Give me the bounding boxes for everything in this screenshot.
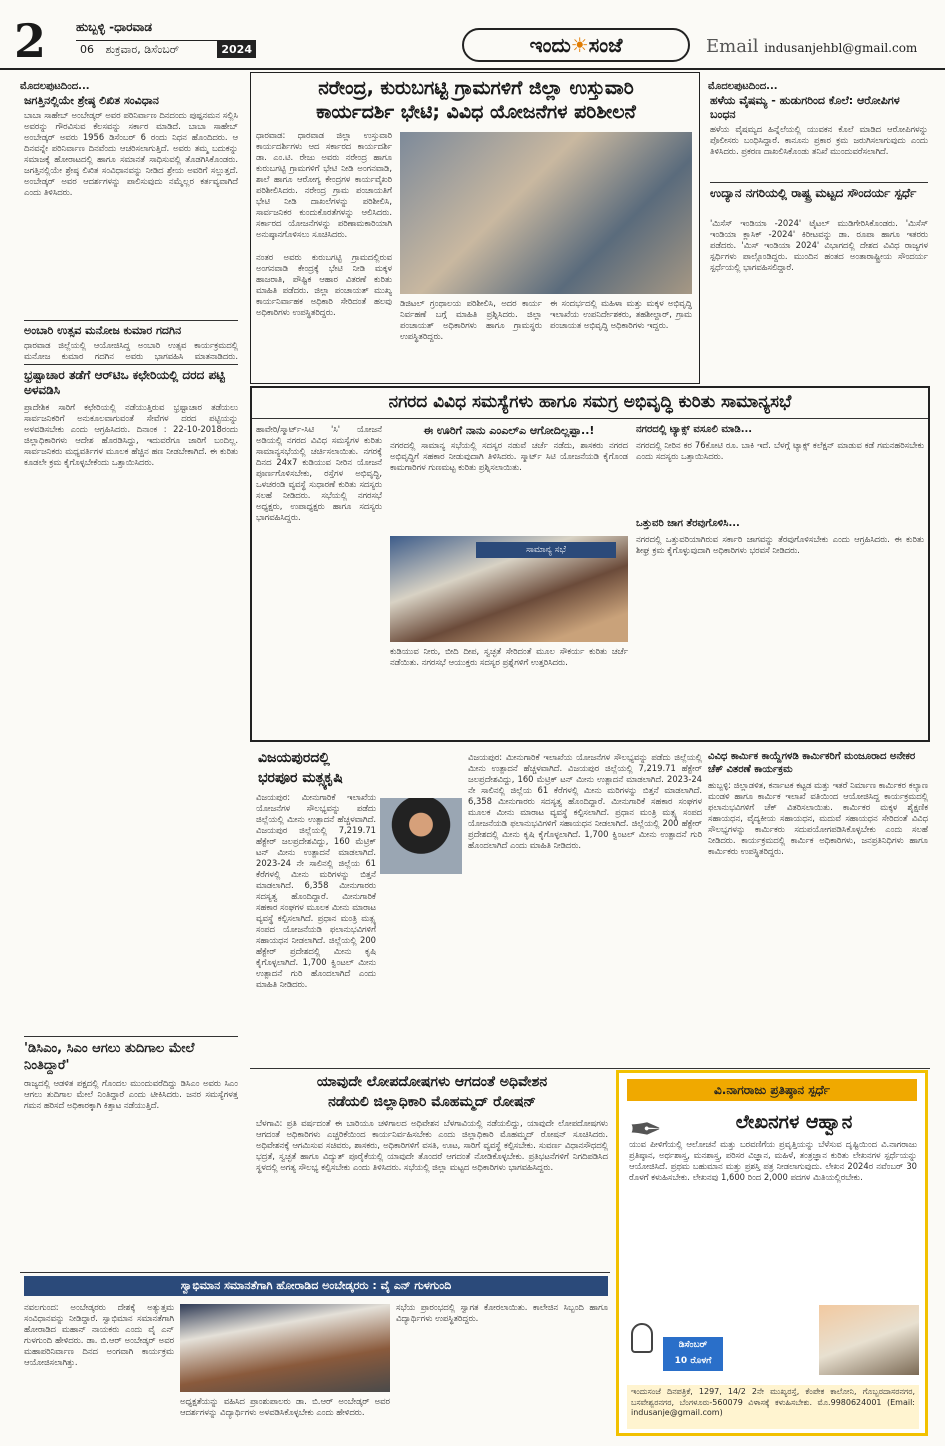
section-label: ಮೊದಲಪುಟದಿಂದ... [708, 81, 778, 92]
center-feature-right-text-2: ನಗರದಲ್ಲಿ ಒತ್ತುವರಿಯಾಗಿರುವ ಸರ್ಕಾರಿ ಜಾಗವನ್ನು ತೆರವುಗೊಳಿಸಬೇಕು ಎಂದು ಆಗ್ರಹಿಸಿದರು. ಈ ಕುರಿತು ಶೀಘ್ರ ಕ್ರಮ ಕೈಗೊಳ್ಳುವುದಾಗಿ ಅಧಿಕಾರಿಗಳು ಭರವಸೆ ನೀಡಿದರು. [636, 534, 924, 555]
center-feature-subheadline: ಈ ಊರಿಗೆ ನಾನು ಎಂಎಲ್‌ಎ ಆಗೋದಿಲ್ಲಪ್ಪಾ..! [423, 424, 595, 437]
divider [20, 1272, 610, 1273]
left-article-4-body: ರಾಜ್ಯದಲ್ಲಿ ಆಡಳಿತ ಪಕ್ಷದಲ್ಲಿ ಗೊಂದಲ ಮುಂದುವರೆದಿದ್ದು ಡಿಸಿಎಂ ಅವರು ಸಿಎಂ ಆಗಲು ತುದಿಗಾಲ ಮೇಲೆ ನಿಂತಿದ್ದಾರೆ ಎಂದು ಟೀಕಿಸಿದರು. ಜನರ ಸಮಸ್ಯೆಗಳತ್ತ ಗಮನ ಹರಿಸದೆ ಅಧಿಕಾರಕ್ಕಾಗಿ ಕಿತ್ತಾಟ ನಡೆಯುತ್ತಿದೆ. [24, 1078, 238, 1110]
left-article-4-title: 'ಡಿಸಿಎಂ, ಸಿಎಂ ಆಗಲು ತುದಿಗಾಲ ಮೇಲೆ ನಿಂತಿದ್ದಾರೆ' [24, 1041, 195, 1073]
divider [24, 1036, 238, 1037]
workers-title: ವಿವಿಧ ಕಾರ್ಮಿಕ ಕಾಯ್ದೆಗಳಡಿ ಕಾರ್ಮಿಕರಿಗೆ ಮಂಜೂರಾದ ಅನೇಕರ ಚೆಕ್ ವಿತರಣೆ ಕಾರ್ಯಕ್ರಮ [708, 751, 916, 775]
left-article-3-body: ಪ್ರಾದೇಶಿಕ ಸಾರಿಗೆ ಕಛೇರಿಯಲ್ಲಿ ನಡೆಯುತ್ತಿರುವ ಭ್ರಷ್ಟಾಚಾರ ತಡೆಯಲು ಸಾರ್ವಜನಿಕರಿಗೆ ಅನುಕೂಲವಾಗುವಂತೆ ಸೇವೆಗಳ ದರದ ಪಟ್ಟಿಯನ್ನು ಅಳವಡಿಸಬೇಕು ಎಂದು ಆಗ್ರಹಿಸಿದರು. ದಿನಾಂಕ : 22-10-2018ರಂದು ಜಿಲ್ಲಾಧಿಕಾರಿಗಳು ಆದೇಶ ಹೊರಡಿಸಿದ್ದು, ಇದುವರೆಗೂ ಜಾರಿಗೆ ಬಂದಿಲ್ಲ. ಸಾರ್ವಜನಿಕರು ಮಧ್ಯವರ್ತಿಗಳ ಮೂಲಕ ಹೆಚ್ಚಿನ ಹಣ ನೀಡಬೇಕಾಗಿದೆ. ಈ ಕುರಿತು ಕೂಡಲೇ ಕ್ರಮ ಕೈಗೊಳ್ಳಬೇಕೆಂದು ಒತ್ತಾಯಿಸಿದರು. [24, 402, 238, 467]
writer-illustration [819, 1305, 919, 1375]
top-story-col1: ಧಾರವಾಡ: ಧಾರವಾಡ ಜಿಲ್ಲಾ ಉಸ್ತುವಾರಿ ಕಾರ್ಯದರ್ಶಿಗಳು ಆದ ಸರ್ಕಾರದ ಕಾರ್ಯದರ್ಶಿ ಡಾ. ಎಂ.ಟಿ. ರೇಜು ಅವರು ನರೇಂದ್ರ ಹಾಗೂ ಕುರುಬಗಟ್ಟಿ ಗ್ರಾಮಗಳಿಗೆ ಭೇಟಿ ನೀಡಿ ಅಂಗನವಾಡಿ, ಶಾಲೆ ಹಾಗೂ ಆರೋಗ್ಯ ಕೇಂದ್ರಗಳ ಕಾರ್ಯವೈಖರಿ ಪರಿಶೀಲಿಸಿದರು. ನರೇಂದ್ರ ಗ್ರಾಮ ಪಂಚಾಯತಿಗೆ ಭೇಟಿ ನೀಡಿ ದಾಖಲೆಗಳನ್ನು ಪರಿಶೀಲಿಸಿ, ಸಾರ್ವಜನಿಕರ ಕುಂದುಕೊರತೆಗಳನ್ನು ಆಲಿಸಿದರು. ಸರ್ಕಾರದ ಯೋಜನೆಗಳನ್ನು ಪರಿಣಾಮಕಾರಿಯಾಗಿ ಅನುಷ್ಠಾನಗೊಳಿಸಲು ಸೂಚಿಸಿದರು. [256, 130, 392, 239]
divider [250, 1068, 930, 1069]
left-article-1-body: ಬಾಬಾ ಸಾಹೇಬ್ ಅಂಬೇಡ್ಕರ್ ಅವರ ಪರಿನಿರ್ವಾಣ ದಿನದಂದು ಪುಷ್ಪನಮನ ಸಲ್ಲಿಸಿ ಅವರನ್ನು ಗೌರವಿಸುವ ಕೆಲಸವನ್ನು ಸರ್ಕಾರ ಮಾಡಿದೆ. ಬಾಬಾ ಸಾಹೇಬ್ ಅಂಬೇಡ್ಕರ್ ಅವರು 1956 ಡಿಸೆಂಬರ್ 6 ರಂದು ನಿಧನ ಹೊಂದಿದರು. ಆ ದಿನವನ್ನೇ ಪರಿನಿರ್ವಾಣ ದಿನವೆಂದು ಆಚರಿಸಲಾಗುತ್ತಿದೆ. ಅವರು ತಮ್ಮ ಬದುಕನ್ನು ಸಮಾಜಕ್ಕೆ ಹೋರಾಟದಲ್ಲಿ ಹಾಗೂ ಸಮಾನತೆ ಸಾಧಿಸುವಲ್ಲಿ ತೊಡಗಿಸಿಕೊಂಡರು. ಜಗತ್ತಿನಲ್ಲಿಯೇ ಶ್ರೇಷ್ಠ ಲಿಖಿತ ಸಂವಿಧಾನವನ್ನು ನೀಡಿದ ಶ್ರೇಯ ಅವರಿಗೆ ಸಲ್ಲುತ್ತದೆ. ಅಂಬೇಡ್ಕರ್ ಅವರ ಆದರ್ಶಗಳನ್ನು ಪಾಲಿಸುವುದು ನಮ್ಮೆಲ್ಲರ ಕರ್ತವ್ಯವಾಗಿದೆ ಎಂದು ತಿಳಿಸಿದರು. [24, 110, 238, 197]
top-story-col4: ಈ ಸಂದರ್ಭದಲ್ಲಿ ಮಹಿಳಾ ಮತ್ತು ಮಕ್ಕಳ ಅಭಿವೃದ್ಧಿ ಇಲಾಖೆಯ ಉಪನಿರ್ದೇಶಕರು, ತಹಶೀಲ್ದಾರ್, ಗ್ರಾಮ ಪಂಚಾಯತ ಅಭಿವೃದ್ಧಿ ಅಧಿಕಾರಿಗಳು ಇದ್ದರು. [550, 298, 692, 330]
badge-line2: 10 ರೊಳಗೆ [674, 1356, 712, 1366]
meeting-photo [390, 536, 628, 642]
badge-line1: ಡಿಸೆಂಬರ್ [678, 1340, 708, 1350]
edition-city: ಹುಬ್ಬಳ್ಳಿ -ಧಾರವಾಡ [76, 20, 152, 34]
logo-right: ಸಂಜೆ [588, 33, 623, 57]
ad-footer: ಇಂದುಸಂಜೆ ದಿನಪತ್ರಿಕೆ, 1297, 14/2 2ನೇ ಮುಖ್ಯರಸ್ತೆ, ಕೆಂಪೇಕ ಕಾಲೋನಿ, ಗೊಬ್ಬರದಾಸರನಗರ, ಬಸವೇಶ್ವರನಗರ, ಬೆಂಗಳೂರು-560079 ವಿಳಾಸಕ್ಕೆ ಕಳುಹಿಸಬೇಕು. ಮೊ.9980624001 (Email: indusanje@gmail.com) [627, 1385, 919, 1429]
center-feature-right-text-1: ನಗರದಲ್ಲಿ ನೀರಿನ ಕರ 76ಕೋಟಿ ರೂ. ಬಾಕಿ ಇದೆ. ಬೆಳಗ್ಗೆ ಟ್ಯಾಕ್ಸ್ ಕಲೆಕ್ಷನ್ ಮಾಡುವ ಕಡೆ ಗಮನಹರಿಸಬೇಕು ಎಂದು ಸದಸ್ಯರು ಒತ್ತಾಯಿಸಿದರು. [636, 440, 924, 461]
person-photo [380, 798, 462, 874]
weekday-month: ಶುಕ್ರವಾರ, ಡಿಸೆಂಬರ್ [105, 43, 180, 56]
center-feature-sub-text: ನಗರದಲ್ಲಿ ಸಾಮಾನ್ಯ ಸಭೆಯಲ್ಲಿ ಸದಸ್ಯರ ನಡುವೆ ಚರ್ಚೆ ನಡೆದು, ಶಾಸಕರು ನಗರದ ಅಭಿವೃದ್ಧಿಗೆ ಸಹಕಾರ ನೀಡುವುದಾಗಿ ತಿಳಿಸಿದರು. ಸ್ಮಾರ್ಟ್ ಸಿಟಿ ಯೋಜನೆಯಡಿ ಕೈಗೊಂಡ ಕಾಮಗಾರಿಗಳ ಗುಣಮಟ್ಟ ಕುರಿತು ಪ್ರಶ್ನಿಸಲಾಯಿತು. [390, 440, 628, 472]
bottom-story-body: ಬೆಳಗಾವಿ: ಪ್ರತಿ ವರ್ಷದಂತೆ ಈ ಬಾರಿಯೂ ಚಳಿಗಾಲದ ಅಧಿವೇಶನ ಬೆಳಗಾವಿಯಲ್ಲಿ ನಡೆಯಲಿದ್ದು, ಯಾವುದೇ ಲೋಪದೋಷಗಳು ಆಗದಂತೆ ಅಧಿಕಾರಿಗಳು ಎಚ್ಚರಿಕೆಯಿಂದ ಕಾರ್ಯನಿರ್ವಹಿಸಬೇಕು ಎಂದು ಜಿಲ್ಲಾಧಿಕಾರಿ ಮೊಹಮ್ಮದ್ ರೋಷನ್ ಸೂಚಿಸಿದರು. ಅಧಿವೇಶನಕ್ಕೆ ಆಗಮಿಸುವ ಸಚಿವರು, ಶಾಸಕರು, ಅಧಿಕಾರಿಗಳಿಗೆ ವಸತಿ, ಊಟ, ಸಾರಿಗೆ ವ್ಯವಸ್ಥೆ ಕಲ್ಪಿಸಬೇಕು. ಸುವರ್ಣ ವಿಧಾನಸೌಧದಲ್ಲಿ ಭದ್ರತೆ, ಸ್ವಚ್ಛತೆ ಹಾಗೂ ವಿದ್ಯುತ್ ಪೂರೈಕೆಯಲ್ಲಿ ಯಾವುದೇ ತೊಂದರೆ ಆಗದಂತೆ ನೋಡಿಕೊಳ್ಳಬೇಕು. ಪ್ರತಿಭಟನೆಗಳಿಗೆ ನಿಗದಿಪಡಿಸಿದ ಸ್ಥಳದಲ್ಲಿ ಅಗತ್ಯ ಸೌಲಭ್ಯ ಕಲ್ಪಿಸಬೇಕು ಎಂದು ತಿಳಿಸಿದರು. ಸಭೆಯಲ್ಲಿ ಜಿಲ್ಲಾ ಮಟ್ಟದ ಅಧಿಕಾರಿಗಳು ಭಾಗವಹಿಸಿದ್ದರು. [256, 1118, 608, 1172]
email-address: indusanjehbl@gmail.com [764, 41, 918, 55]
divider [24, 320, 238, 321]
center-feature-left-text: ಹಾವೇರಿ/ಸ್ಮಾರ್ಟ್-ಸಿಟಿ 'ಸಿ' ಯೋಜನೆ ಅಡಿಯಲ್ಲಿ ನಗರದ ವಿವಿಧ ಸಮಸ್ಯೆಗಳ ಕುರಿತು ಸಾಮಾನ್ಯಸಭೆಯಲ್ಲಿ ಚರ್ಚಿಸಲಾಯಿತು. ನಗರಕ್ಕೆ ದಿನದ 24x7 ಕುಡಿಯುವ ನೀರಿನ ಯೋಜನೆ ಪೂರ್ಣಗೊಳಿಸಬೇಕು, ರಸ್ತೆಗಳ ಅಭಿವೃದ್ಧಿ, ಒಳಚರಂಡಿ ವ್ಯವಸ್ಥೆ ಸುಧಾರಣೆ ಕುರಿತು ಸದಸ್ಯರು ಸಲಹೆ ನೀಡಿದರು. ಸಭೆಯಲ್ಲಿ ನಗರಸಭೆ ಅಧ್ಯಕ್ಷರು, ಉಪಾಧ್ಯಕ್ಷರು ಹಾಗೂ ಸದಸ್ಯರು ಭಾಗವಹಿಸಿದ್ದರು. [256, 424, 382, 522]
center-feature-right-title-2: ಒತ್ತುವರಿ ಜಾಗ ತೆರವುಗೊಳಿಸಿ... [636, 518, 740, 529]
top-story-col3: ಡಿಜಿಟಲ್ ಗ್ರಂಥಾಲಯ ಪರಿಶೀಲಿಸಿ, ಅದರ ಕಾರ್ಯ ನಿರ್ವಹಣೆ ಬಗ್ಗೆ ಮಾಹಿತಿ ಪ್ರಶ್ನಿಸಿದರು. ಜಿಲ್ಲಾ ಪಂಚಾಯತ್ ಅಧಿಕಾರಿಗಳು ಹಾಗೂ ಗ್ರಾಮಸ್ಥರು ಉಪಸ್ಥಿತರಿದ್ದರು. [400, 298, 542, 341]
vijayapura-title-line1: ವಿಜಯಪುರದಲ್ಲಿ [258, 750, 330, 766]
email-contact [706, 36, 917, 57]
quill-icon: ✒ [629, 1107, 663, 1153]
sun-icon: ☀ [570, 33, 589, 57]
center-feature-below-photo: ಕುಡಿಯುವ ನೀರು, ಬೀದಿ ದೀಪ, ಸ್ವಚ್ಛತೆ ಸೇರಿದಂತೆ ಮೂಲ ಸೌಕರ್ಯ ಕುರಿತು ಚರ್ಚೆ ನಡೆಯಿತು. ನಗರಸಭೆ ಆಯುಕ್ತರು ಸದಸ್ಯರ ಪ್ರಶ್ನೆಗಳಿಗೆ ಉತ್ತರಿಸಿದರು. [390, 646, 628, 667]
dateline [76, 40, 256, 60]
essay-competition-ad [616, 1070, 928, 1436]
divider [710, 182, 928, 183]
ad-title: ಲೇಖನಗಳ ಆಹ್ವಾನ [735, 1111, 853, 1133]
vijayapura-title-line2: ಭರಪೂರ ಮತ್ಸ್ಯಕೃಷಿ [258, 770, 343, 786]
top-story-headline-line2: ಕಾರ್ಯದರ್ಶಿ ಭೇಟಿ; ವಿವಿಧ ಯೋಜನೆಗಳ ಪರಿಶೀಲನೆ [316, 101, 636, 123]
right-article-2-title: ಉದ್ಯಾನ ನಗರಿಯಲ್ಲಿ ರಾಷ್ಟ್ರ ಮಟ್ಟದ ಸೌಂದರ್ಯ ಸ್ಪರ್ಧೆ [710, 186, 917, 200]
divider [252, 418, 928, 419]
right-article-1-title: ಹಳೆಯ ವೈಷಮ್ಯ - ಹುಡುಗರಿಂದ ಕೊಲೆ: ಆರೋಪಿಗಳ ಬಂಧನ [710, 94, 900, 121]
logo-left: ಇಂದು [529, 33, 571, 57]
divider [24, 364, 238, 365]
right-article-1-body: ಹಳೆಯ ವೈಷಮ್ಯದ ಹಿನ್ನೆಲೆಯಲ್ಲಿ ಯುವಕನ ಕೊಲೆ ಮಾಡಿದ ಆರೋಪಿಗಳನ್ನು ಪೊಲೀಸರು ಬಂಧಿಸಿದ್ದಾರೆ. ಕಾನೂನು ಪ್ರಕಾರ ಕ್ರಮ ಜರುಗಿಸಲಾಗುವುದು ಎಂದು ತಿಳಿಸಿದರು. ಪ್ರಕರಣ ದಾಖಲಿಸಿಕೊಂಡು ತನಿಖೆ ಮುಂದುವರೆಸಲಾಗಿದೆ. [710, 124, 928, 156]
vijayapura-body: ವಿಜಯಪುರ: ಮೀನುಗಾರಿಕೆ ಇಲಾಖೆಯ ಯೋಜನೆಗಳ ಸೌಲಭ್ಯವನ್ನು ಪಡೆದು ಜಿಲ್ಲೆಯಲ್ಲಿ ಮೀನು ಉತ್ಪಾದನೆ ಹೆಚ್ಚಳವಾಗಿದೆ. ವಿಜಯಪುರ ಜಿಲ್ಲೆಯಲ್ಲಿ 7,219.71 ಹೆಕ್ಟೇರ್ ಜಲಪ್ರದೇಶವಿದ್ದು, 160 ಮೆಟ್ರಿಕ್ ಟನ್ ಮೀನು ಉತ್ಪಾದನೆ ಮಾಡಲಾಗಿದೆ. 2023-24 ನೇ ಸಾಲಿನಲ್ಲಿ ಜಿಲ್ಲೆಯ 61 ಕೆರೆಗಳಲ್ಲಿ ಮೀನು ಮರಿಗಳನ್ನು ಬಿತ್ತನೆ ಮಾಡಲಾಗಿದೆ. 6,358 ಮೀನುಗಾರರು ಸದಸ್ಯತ್ವ ಹೊಂದಿದ್ದಾರೆ. ಮೀನುಗಾರಿಕೆ ಸಹಕಾರ ಸಂಘಗಳ ಮೂಲಕ ಮೀನು ಮಾರಾಟ ವ್ಯವಸ್ಥೆ ಕಲ್ಪಿಸಲಾಗಿದೆ. ಪ್ರಧಾನ ಮಂತ್ರಿ ಮತ್ಸ್ಯ ಸಂಪದ ಯೋಜನೆಯಡಿ ಫಲಾನುಭವಿಗಳಿಗೆ ಸಹಾಯಧನ ನೀಡಲಾಗಿದೆ. ಜಿಲ್ಲೆಯಲ್ಲಿ 200 ಹೆಕ್ಟೇರ್ ಪ್ರದೇಶದಲ್ಲಿ ಮೀನು ಕೃಷಿ ಕೈಗೊಳ್ಳಲಾಗಿದೆ. 1,700 ಕ್ವಿಂಟಲ್ ಮೀನು ಉತ್ಪಾದನೆ ಗುರಿ ಹೊಂದಲಾಗಿದೆ ಎಂದು ಮಾಹಿತಿ ನೀಡಿದರು. [256, 792, 376, 989]
left-section-label [20, 74, 238, 90]
top-story-photo [400, 132, 692, 294]
ambedkar-col2: ಅಧ್ಯಕ್ಷತೆಯನ್ನು ವಹಿಸಿದ ಪ್ರಾಂಶುಪಾಲರು ಡಾ. ಬಿ.ಆರ್ ಅಂಬೇಡ್ಕರ್ ಅವರ ಆದರ್ಶಗಳನ್ನು ವಿದ್ಯಾರ್ಥಿಗಳು ಅಳವಡಿಸಿಕೊಳ್ಳಬೇಕು ಎಂದು ಹೇಳಿದರು. [180, 1396, 390, 1417]
right-article-2-body: 'ಮಿಸೆಸ್ ಇಂಡಿಯಾ -2024' ಟೈಟಲ್ ಮುಡಿಗೇರಿಸಿಕೊಂಡರು. 'ಮಿಸೆಸ್ ಇಂಡಿಯಾ ಕ್ಲಾಸಿಕ್ -2024' ಕಿರೀಟವನ್ನು ಡಾ. ರೂಪಾ ಹಾಗೂ ಇತರರು ಪಡೆದರು. 'ಮಿಸ್ ಇಂಡಿಯಾ 2024' ವಿಭಾಗದಲ್ಲಿ ದೇಶದ ವಿವಿಧ ರಾಜ್ಯಗಳ ಸ್ಪರ್ಧಿಗಳು ಪಾಲ್ಗೊಂಡಿದ್ದರು. ಮುಂದಿನ ಹಂತದ ಅಂತಾರಾಷ್ಟ್ರೀಯ ಸೌಂದರ್ಯ ಸ್ಪರ್ಧೆಯಲ್ಲಿ ಭಾಗವಹಿಸಲಿದ್ದಾರೆ. [710, 218, 928, 272]
left-article-3-title: ಭ್ರಷ್ಟಾಚಾರ ತಡೆಗೆ ಆರ್‌ಟಿಒ ಕಛೇರಿಯಲ್ಲಿ ದರದ ಪಟ್ಟಿ ಅಳವಡಿಸಿ [24, 368, 225, 397]
center-feature-right-title-1: ನಗರದಲ್ಲಿ ಟ್ಯಾಕ್ಸ್ ವಸೂಲಿ ಮಾಡಿ... [636, 424, 753, 435]
right-section-label [708, 74, 928, 90]
ambedkar-col1: ನವಲಗುಂದ: ಅಂಬೇಡ್ಕರರು ದೇಶಕ್ಕೆ ಅತ್ಯುತ್ತಮ ಸಂವಿಧಾನವನ್ನು ನೀಡಿದ್ದಾರೆ. ಸ್ವಾಭಿಮಾನ ಸಮಾನತೆಗಾಗಿ ಹೋರಾಡಿದ ಮಹಾನ್ ನಾಯಕರು ಎಂದು ವೈ ಎನ್ ಗುಳಗುಂದಿ ಹೇಳಿದರು. ಡಾ. ಬಿ.ಆರ್ ಅಂಬೇಡ್ಕರ್ ಅವರ ಮಹಾಪರಿನಿರ್ವಾಣ ದಿನದ ಅಂಗವಾಗಿ ಕಾರ್ಯಕ್ರಮ ಆಯೋಜಿಸಲಾಗಿತ್ತು. [24, 1302, 174, 1367]
left-article-2-title: ಅಂಬಾರಿ ಉತ್ಸವ ಮನೋಜ ಕುಮಾರ ಗದಗಿನ [24, 324, 182, 337]
ad-header: ವಿ.ನಾಗರಾಜು ಪ್ರತಿಷ್ಠಾನ ಸ್ಪರ್ಧೆ [627, 1079, 917, 1101]
newspaper-logo [462, 28, 690, 62]
bottom-story-headline-line1: ಯಾವುದೇ ಲೋಪದೋಷಗಳು ಆಗದಂತೆ ಅಧಿವೇಶನ [316, 1074, 548, 1090]
section-label: ಮೊದಲಪುಟದಿಂದ... [20, 81, 90, 92]
center-feature-headline: ನಗರದ ವಿವಿಧ ಸಮಸ್ಯೆಗಳು ಹಾಗೂ ಸಮಗ್ರ ಅಭಿವೃದ್ಧಿ ಕುರಿತು ಸಾಮಾನ್ಯಸಭೆ [388, 392, 792, 412]
bottom-story-headline-line2: ನಡೆಯಲಿ ಜಿಲ್ಲಾಧಿಕಾರಿ ಮೊಹಮ್ಮದ್ ರೋಷನ್ [328, 1094, 536, 1110]
meeting-banner: ಸಾಮಾನ್ಯ ಸಭೆ [476, 542, 616, 558]
vijayapura-body-continued: ವಿಜಯಪುರ: ಮೀನುಗಾರಿಕೆ ಇಲಾಖೆಯ ಯೋಜನೆಗಳ ಸೌಲಭ್ಯವನ್ನು ಪಡೆದು ಜಿಲ್ಲೆಯಲ್ಲಿ ಮೀನು ಉತ್ಪಾದನೆ ಹೆಚ್ಚಳವಾಗಿದೆ. ವಿಜಯಪುರ ಜಿಲ್ಲೆಯಲ್ಲಿ 7,219.71 ಹೆಕ್ಟೇರ್ ಜಲಪ್ರದೇಶವಿದ್ದು, 160 ಮೆಟ್ರಿಕ್ ಟನ್ ಮೀನು ಉತ್ಪಾದನೆ ಮಾಡಲಾಗಿದೆ. 2023-24 ನೇ ಸಾಲಿನಲ್ಲಿ ಜಿಲ್ಲೆಯ 61 ಕೆರೆಗಳಲ್ಲಿ ಮೀನು ಮರಿಗಳನ್ನು ಬಿತ್ತನೆ ಮಾಡಲಾಗಿದೆ. 6,358 ಮೀನುಗಾರರು ಸದಸ್ಯತ್ವ ಹೊಂದಿದ್ದಾರೆ. ಮೀನುಗಾರಿಕೆ ಸಹಕಾರ ಸಂಘಗಳ ಮೂಲಕ ಮೀನು ಮಾರಾಟ ವ್ಯವಸ್ಥೆ ಕಲ್ಪಿಸಲಾಗಿದೆ. ಪ್ರಧಾನ ಮಂತ್ರಿ ಮತ್ಸ್ಯ ಸಂಪದ ಯೋಜನೆಯಡಿ ಫಲಾನುಭವಿಗಳಿಗೆ ಸಹಾಯಧನ ನೀಡಲಾಗಿದೆ. ಜಿಲ್ಲೆಯಲ್ಲಿ 200 ಹೆಕ್ಟೇರ್ ಪ್ರದೇಶದಲ್ಲಿ ಮೀನು ಕೃಷಿ ಕೈಗೊಳ್ಳಲಾಗಿದೆ. 1,700 ಕ್ವಿಂಟಲ್ ಮೀನು ಉತ್ಪಾದನೆ ಗುರಿ ಹೊಂದಲಾಗಿದೆ ಎಂದು ಮಾಹಿತಿ ನೀಡಿದರು. [468, 752, 702, 850]
event-photo [180, 1304, 390, 1392]
ambedkar-headline: ಸ್ವಾಭಿಮಾನ ಸಮಾನತೆಗಾಗಿ ಹೋರಾಡಿದ ಅಂಬೇಡ್ಕರರು : ವೈ ಎನ್ ಗುಳಗುಂದಿ [24, 1276, 608, 1296]
top-story-col2: ನಂತರ ಅವರು ಕುರುಬಗಟ್ಟಿ ಗ್ರಾಮದಲ್ಲಿರುವ ಅಂಗನವಾಡಿ ಕೇಂದ್ರಕ್ಕೆ ಭೇಟಿ ನೀಡಿ ಮಕ್ಕಳ ಹಾಜರಾತಿ, ಪೌಷ್ಟಿಕ ಆಹಾರ ವಿತರಣೆ ಕುರಿತು ಮಾಹಿತಿ ಪಡೆದರು. ಜಿಲ್ಲಾ ಪಂಚಾಯತ್ ಮುಖ್ಯ ಕಾರ್ಯನಿರ್ವಾಹಕ ಅಧಿಕಾರಿ ಸೇರಿದಂತೆ ಹಲವು ಅಧಿಕಾರಿಗಳು ಉಪಸ್ಥಿತರಿದ್ದರು. [256, 252, 392, 317]
ambedkar-col3: ಸಭೆಯ ಪ್ರಾರಂಭದಲ್ಲಿ ಸ್ವಾಗತ ಕೋರಲಾಯಿತು. ಕಾಲೇಜಿನ ಸಿಬ್ಬಂದಿ ಹಾಗೂ ವಿದ್ಯಾರ್ಥಿಗಳು ಉಪಸ್ಥಿತರಿದ್ದರು. [396, 1302, 608, 1323]
ad-body: ಯುವ ಪೀಳಿಗೆಯಲ್ಲಿ ಆಲೋಚನೆ ಮತ್ತು ಬರವಣಿಗೆಯ ಪ್ರವೃತ್ತಿಯನ್ನು ಬೆಳೆಸುವ ದೃಷ್ಟಿಯಿಂದ ವಿ.ನಾಗರಾಜು ಪ್ರತಿಷ್ಠಾನ, ಅರ್ಥಶಾಸ್ತ್ರ, ಮನಶಾಸ್ತ್ರ, ಪರಿಸರ ವಿಜ್ಞಾನ, ಮಹಿಳೆ, ತಂತ್ರಜ್ಞಾನ ಕುರಿತು ಲೇಖನಗಳ ಸ್ಪರ್ಧೆಯನ್ನು ಆಯೋಜಿಸಿದೆ. ಪ್ರಥಮ ಬಹುಮಾನ ಮತ್ತು ಪ್ರಶಸ್ತಿ ಪತ್ರ ನೀಡಲಾಗುವುದು. ಲೇಖನ 2024ರ ನವೆಂಬರ್ 30 ರೊಳಗೆ ಕಳುಹಿಸಬೇಕು. ಲೇಖನವು 1,600 ರಿಂದ 2,000 ಪದಗಳ ಮಿತಿಯಲ್ಲಿರಬೇಕು. [629, 1139, 917, 1182]
top-story-headline-line1: ನರೇಂದ್ರ, ಕುರುಬಗಟ್ಟಿ ಗ್ರಾಮಗಳಿಗೆ ಜಿಲ್ಲಾ ಉಸ್ತುವಾರಿ [318, 77, 634, 99]
email-label: Email [706, 36, 759, 57]
workers-body: ಹುಬ್ಬಳ್ಳಿ: ಜಿಲ್ಲಾಡಳಿತ, ಕರ್ನಾಟಕ ಕಟ್ಟಡ ಮತ್ತು ಇತರೆ ನಿರ್ಮಾಣ ಕಾರ್ಮಿಕರ ಕಲ್ಯಾಣ ಮಂಡಳಿ ಹಾಗೂ ಕಾರ್ಮಿಕ ಇಲಾಖೆ ವತಿಯಿಂದ ಆಯೋಜಿಸಿದ್ದ ಕಾರ್ಯಕ್ರಮದಲ್ಲಿ ಫಲಾನುಭವಿಗಳಿಗೆ ಚೆಕ್ ವಿತರಿಸಲಾಯಿತು. ಕಾರ್ಮಿಕರ ಮಕ್ಕಳ ಶೈಕ್ಷಣಿಕ ಸಹಾಯಧನ, ವೈದ್ಯಕೀಯ ಸಹಾಯಧನ, ಮದುವೆ ಸಹಾಯಧನ ಸೇರಿದಂತೆ ವಿವಿಧ ಸೌಲಭ್ಯಗಳನ್ನು ಕಾರ್ಮಿಕರು ಸದುಪಯೋಗಪಡಿಸಿಕೊಳ್ಳಬೇಕು ಎಂದು ಸಲಹೆ ನೀಡಿದರು. ಕಾರ್ಯಕ್ರಮದಲ್ಲಿ ಕಾರ್ಮಿಕ ಅಧಿಕಾರಿಗಳು, ಜನಪ್ರತಿನಿಧಿಗಳು ಹಾಗೂ ಕಾರ್ಮಿಕರು ಉಪಸ್ಥಿತರಿದ್ದರು. [708, 780, 928, 856]
deadline-badge [663, 1337, 723, 1371]
left-article-2-body: ಧಾರವಾಡ ಜಿಲ್ಲೆಯಲ್ಲಿ ಆಯೋಜಿಸಿದ್ದ ಅಂಬಾರಿ ಉತ್ಸವ ಕಾರ್ಯಕ್ರಮದಲ್ಲಿ ಮನೋಜ ಕುಮಾರ ಗದಗಿನ ಅವರು ಭಾಗವಹಿಸಿ ಮಾತನಾಡಿದರು. [24, 340, 238, 361]
year: 2024 [217, 41, 256, 58]
date-day: 06 [80, 43, 94, 56]
left-article-1-title: ಜಗತ್ತಿನಲ್ಲಿಯೇ ಶ್ರೇಷ್ಠ ಲಿಖಿತ ಸಂವಿಧಾನ [24, 94, 159, 107]
bulb-icon [631, 1323, 653, 1353]
page-number: 2 [14, 14, 47, 68]
